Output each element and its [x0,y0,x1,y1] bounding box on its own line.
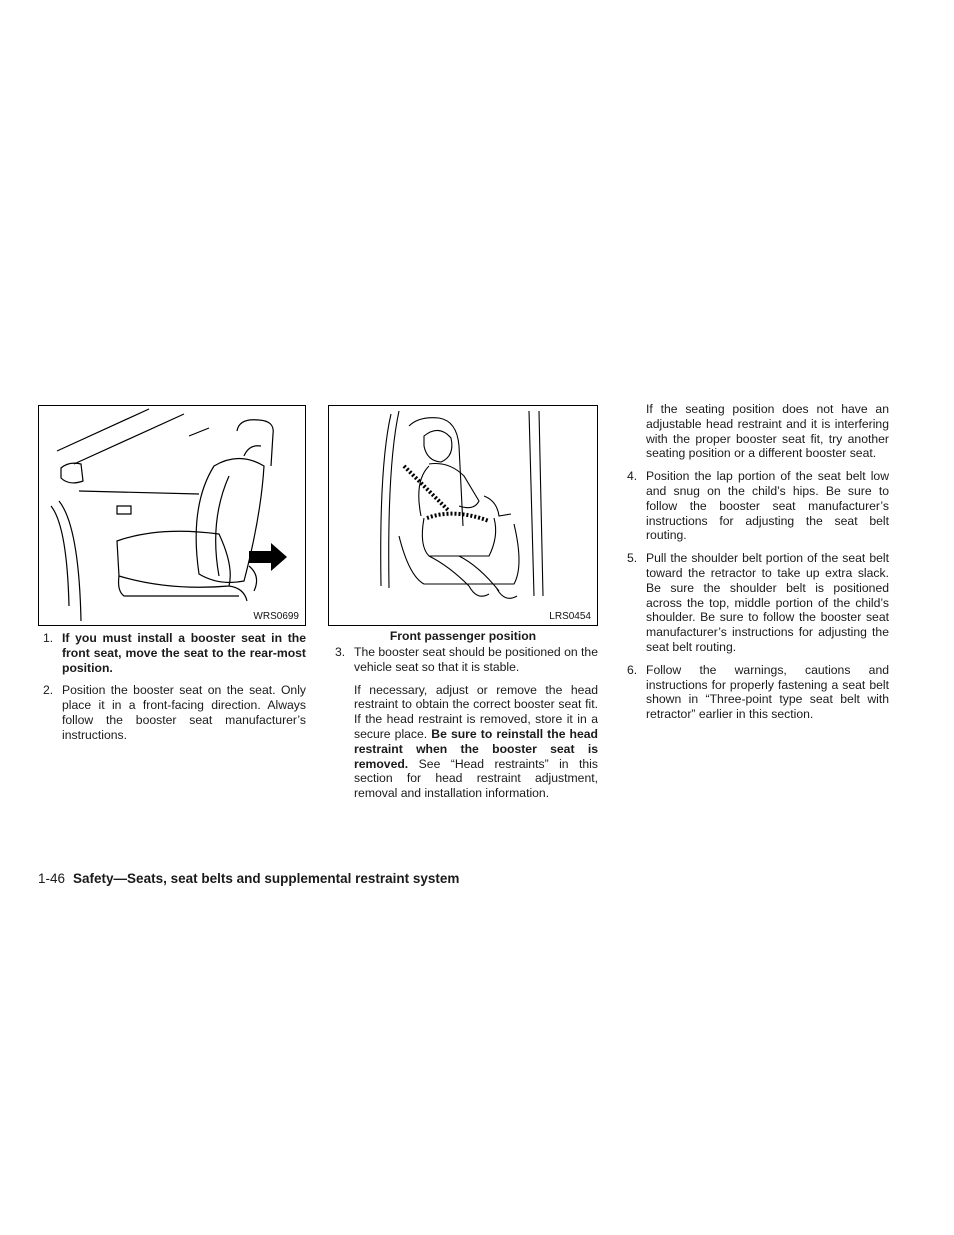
item-number: 5. [627,551,638,566]
item-text: Follow the warnings, cautions and instructions for properly fastening a seat belt shown in “Three-point type seat belt with retractor” earlier in this section. [646,662,889,722]
head-restraint-paragraph [330,683,598,801]
item-text: Position the booster seat on the seat. Only place it in a front-facing direction. Always follow the booster seat manufacturer’s instructions. [62,683,306,742]
list-item-3 [330,645,598,675]
section-title: Safety—Seats, seat belts and supplemental restraint system [73,871,460,886]
paragraph-text-a: If necessary, adjust or remove the head restraint to obtain the correct booster seat fit. If the head restraint is removed, store it in a secure place. [354,682,598,741]
item-text: The booster seat should be positioned on the vehicle seat so that it is stable. [354,645,598,674]
item-number: 4. [627,469,638,484]
list-item-4 [622,469,889,543]
item-number: 1. [43,631,54,645]
list-item-6 [622,663,889,722]
item-bold-text: If you must install a booster seat in the front seat, move the seat to the rear-most position. [62,631,306,675]
left-column [38,631,306,751]
paragraph-bold: Be sure to reinstall the head restraint when the booster seat is removed. [354,726,598,771]
right-column [622,402,889,730]
paragraph-text-b: See “Head restraints” in this section for head restraint adjustment, removal and installation information. [354,756,598,801]
arrow-right-icon [39,406,305,625]
seating-position-paragraph: If the seating position does not have an adjustable head restraint and it is interfering with the proper booster seat fit, try another seating position or a different booster seat. [646,402,889,461]
booster-seat-illustration [329,406,597,625]
figure-code: WRS0699 [253,611,299,622]
page-number: 1-46 [38,871,66,886]
list-item-1 [38,631,306,675]
list-item-5 [622,551,889,655]
item-number: 2. [43,683,54,698]
figure-code: LRS0454 [549,611,591,622]
page-footer [38,871,459,886]
figure-booster-seat-child [328,405,598,626]
item-number: 6. [627,662,638,677]
list-item-2 [38,683,306,742]
figure-seat-rear-position [38,405,306,626]
item-number: 3. [335,645,346,659]
figure-caption: Front passenger position [389,629,537,643]
item-text: Position the lap portion of the seat belt low and snug on the child’s hips. Be sure to follow the booster seat manufacturer’s instructions for adjusting the seat belt routing. [646,469,889,543]
item-text: Pull the shoulder belt portion of the seat belt toward the retractor to take up extra slack. Be sure the shoulder belt is positioned across the top, middle portion of the child’s shoulder. Be sure to follow the booster seat manufacturer’s instructions for adjusting the seat belt routing. [646,551,889,654]
middle-column [330,645,598,809]
